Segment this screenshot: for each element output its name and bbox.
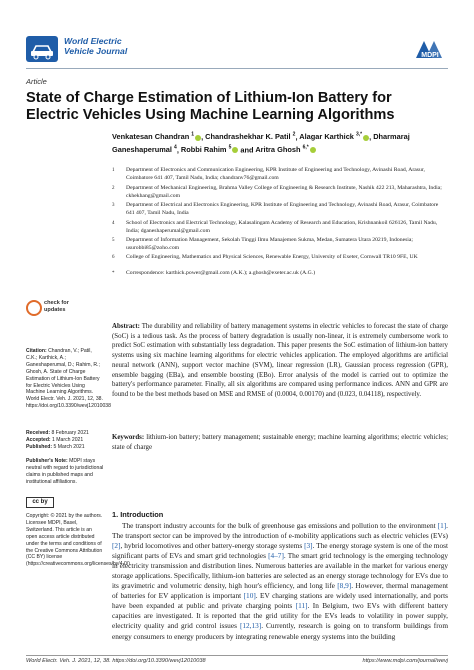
affiliation-number: 5 [112, 238, 115, 243]
keywords-label: Keywords: [112, 434, 145, 441]
author-affiliation-marker: 6,* [302, 144, 309, 151]
affiliation [112, 185, 447, 200]
intro-text: . In Belgium, two EVs with different battery capacities are investigated. It is reported that the grid utility for the EVs leads to volatility in power supply, electricity quality and grid control issues [112, 601, 448, 631]
affiliation [112, 167, 447, 182]
date-row: Received: 8 February 2021 [26, 430, 89, 436]
publisher-note [26, 458, 104, 486]
affiliation [112, 254, 447, 262]
affiliation [112, 270, 447, 278]
check-for-updates-icon[interactable] [26, 300, 42, 316]
abstract-label: Abstract: [112, 323, 140, 330]
citation-link[interactable]: [2] [112, 541, 121, 551]
journal-name: World Electric Vehicle Journal [64, 36, 128, 56]
intro-text: . However, thermal management of batteries for EV application is important [112, 581, 448, 601]
affiliation-text: School of Electronics and Electrical Technology, Kalasalingam Academy of Research and Education, Krishnankoil 626126, Tamil Nadu, India; dganeshaperumal@gmail.com [126, 220, 438, 234]
citation-block [26, 348, 111, 410]
affiliation-text: Department of Electrical and Electronics Engineering, KPR Institute of Engineering and Technology, Avinashi Road, Arasur, Coimbatore 641 407, Tamil Nadu, India [126, 202, 439, 216]
citation-link[interactable]: [8,9] [337, 581, 352, 591]
author[interactable]: Alagar Karthick $^{3,*}$ [299, 132, 369, 141]
article-title: State of Charge Estimation of Lithium-Ion Battery for Electric Vehicles Using Machine Learning Algorithms [26, 90, 395, 123]
author[interactable]: Chandrashekhar K. Patil $^2$ [205, 132, 296, 142]
affiliation-text: College of Engineering, Mathematics and Physical Sciences, Renewable Energy, University of Exeter, Cornwall TR10 9FE, UK [126, 254, 418, 260]
date-row: Published: 5 March 2021 [26, 443, 85, 450]
intro-text: . The energy storage system is one of the most significant parts of EVs and smart grid technologies [112, 541, 448, 561]
author-affiliation-marker: 5 [228, 144, 232, 151]
footer-journal-link[interactable]: https://www.mdpi.com/journal/wevj [362, 658, 448, 664]
svg-text:MDPI: MDPI [421, 52, 439, 59]
affiliation-text: Correspondence: karthick.power@gmail.com (A.K.); a.ghosh@exeter.ac.uk (A.G.) [126, 270, 316, 276]
affiliation-number: 1 [112, 168, 115, 173]
intro-text: , hybrid locomotives and other battery-energy storage systems [120, 541, 305, 551]
affiliation-text: Department of Information Management, Sekolah Tinggi Ilmu Manajemen Sukma, Medan, Sumatera Utara 20219, Indonesia; usurobbi85@zoho.com [126, 237, 413, 251]
author-affiliation-marker: 3,* [355, 132, 363, 138]
abstract [112, 322, 448, 400]
citation-link[interactable]: [3] [304, 541, 313, 551]
dates-block [26, 430, 104, 451]
affiliation-text: Department of Electronics and Communication Engineering, KPR Institute of Engineering and Technology, Avinashi Road, Arasur, Coimbatore 641 407, Tamil Nadu, India; chandranv76@gmail.com [126, 167, 425, 181]
affiliation-number: 3 [112, 203, 115, 208]
author-affiliation-marker: 4 [174, 144, 177, 151]
author-list: Venkatesan Chandran $^1$ , Chandrashekhar K. Patil $^2$, Alagar Karthick $^{3,*}$ , Dharmaraj Ganeshaperumal $^4$, Robbi Rahim $^5$ and Aritra Ghosh $^{6,*}$ [112, 132, 410, 155]
citation-link[interactable]: [12,13] [239, 621, 262, 631]
date-row: Accepted: 1 March 2021 [26, 436, 84, 443]
footer-citation[interactable]: World Electr. Veh. J. 2021, 12, 38. https://doi.org/10.3390/wevj12010038 [26, 658, 206, 664]
orcid-icon[interactable] [363, 135, 369, 141]
orcid-icon[interactable] [310, 147, 316, 153]
author[interactable]: Dharmaraj Ganeshaperumal $^4$ [112, 132, 410, 155]
affiliation [112, 237, 447, 252]
affiliation-number: 2 [112, 186, 115, 191]
citation-link[interactable]: [10] [243, 591, 256, 601]
intro-paragraph [112, 521, 448, 642]
footer-rule [26, 655, 448, 656]
orcid-icon[interactable] [232, 147, 238, 153]
section-heading: 1. Introduction [112, 510, 164, 519]
author[interactable]: Aritra Ghosh $^{6,*}$ [255, 145, 315, 154]
mdpi-logo-icon [413, 38, 447, 60]
intro-text: . The transport sector can be improved by the introduction of e-mobility applications such as electric vehicles (EVs) [112, 521, 448, 541]
abstract-text: The durability and reliability of battery management systems in electric vehicles to forecast the state of charge (SoC) is a tedious task. As the process of battery degradation is usually non-linear, it is extremely cumbersome work to predict SoC estimation with substantially less degradation. This paper presents the SoC estimation of lithium-ion battery systems using six machine learning algorithms for electric vehicles application. The employed algorithms are artificial neural network (ANN), support vector machine (SVM), linear regression (LR), Gaussian process regression (GPR), ensemble bagging (EBa), and ensemble boosting (EBo). Error analysis of the model is carried out to optimize the battery's performance parameter. Finally, all six algorithms are compared using performance indices. ANN and GPR are found to be the best methods based on MSE and RMSE of (0.0004, 0.00170) and (0.023, 0.04118), respectively. [112, 323, 448, 398]
header-rule [26, 68, 448, 69]
affiliation [112, 220, 447, 235]
citation-link[interactable]: [1] [437, 521, 447, 530]
copyright-block: Copyright: © 2021 by the authors. Licensee MDPI, Basel, Switzerland. This article is an open access article distributed under the terms and conditions of the Creative Commons Attribution (CC BY) license (https://creativecommons.org/licenses/by/4.0/). [26, 513, 132, 568]
intro-text: . Currently, research is going on to transform buildings from energy consumers to energy producers by integrating renewable energy systems into the building [112, 621, 448, 641]
check-for-updates-link[interactable]: check for updates [44, 300, 69, 313]
intro-text: . EV charging stations are widely used internationally, and ports have been expanded at public and private charging points [112, 591, 448, 611]
affiliation-text: Department of Mechanical Engineering, Brahma Valley College of Engineering & Research Institute, Nashik 422 213, Maharashtra, India; ckhekhang@gmail.com [126, 185, 442, 199]
author[interactable]: Venkatesan Chandran $^1$ [112, 132, 201, 141]
intro-text: The transport industry accounts for the bulk of greenhouse gas emissions and pollution to the environment [122, 521, 438, 530]
keywords-text: lithium-ion battery; battery management; sustainable energy; machine learning algorithms; electric vehicles; state of charge [112, 434, 448, 451]
intro-text: . The smart grid technology is the emerging technology in electricity transmission and distribution lines. Numerous batteries are available in the market for various energy storage applications. Specifically, lithium-ion batteries are selected as an energy storage technology for EVs due to its gravimetric and volumetric density, high hour's efficiency, and long life [112, 551, 448, 591]
publisher-note-label: Publisher's Note: [26, 458, 68, 464]
author[interactable]: Robbi Rahim $^5$ [181, 145, 238, 154]
affiliation [112, 202, 447, 217]
citation-text: Chandran, V.; Patil, C.K.; Karthick, A.; Ganeshaperumal, D.; Rahim, R.; Ghosh, A. State of Charge Estimation of Lithium-Ion Battery for Electric Vehicles Using Machine Learning Algorithms. World Electr. Veh. J. 2021, 12, 38. https://doi.org/10.3390/wevj12010038 [26, 348, 111, 410]
citation-link[interactable]: [11] [295, 601, 308, 611]
article-type-label: Article [26, 77, 47, 86]
citation-label: Citation: [26, 348, 47, 354]
journal-logo-icon [26, 36, 58, 62]
cc-license-icon[interactable]: cc by [26, 497, 54, 508]
keywords [112, 433, 448, 452]
affiliation-number: * [112, 271, 115, 276]
orcid-icon[interactable] [195, 135, 201, 141]
affiliation-number: 6 [112, 255, 115, 260]
citation-link[interactable]: [4–7] [268, 551, 284, 561]
affiliation-number: 4 [112, 221, 115, 226]
author-affiliation-marker: 2 [292, 132, 296, 138]
author-affiliation-marker: 1 [191, 132, 195, 138]
publisher-note-text: MDPI stays neutral with regard to jurisdictional claims in published maps and institutional affiliations. [26, 458, 104, 485]
